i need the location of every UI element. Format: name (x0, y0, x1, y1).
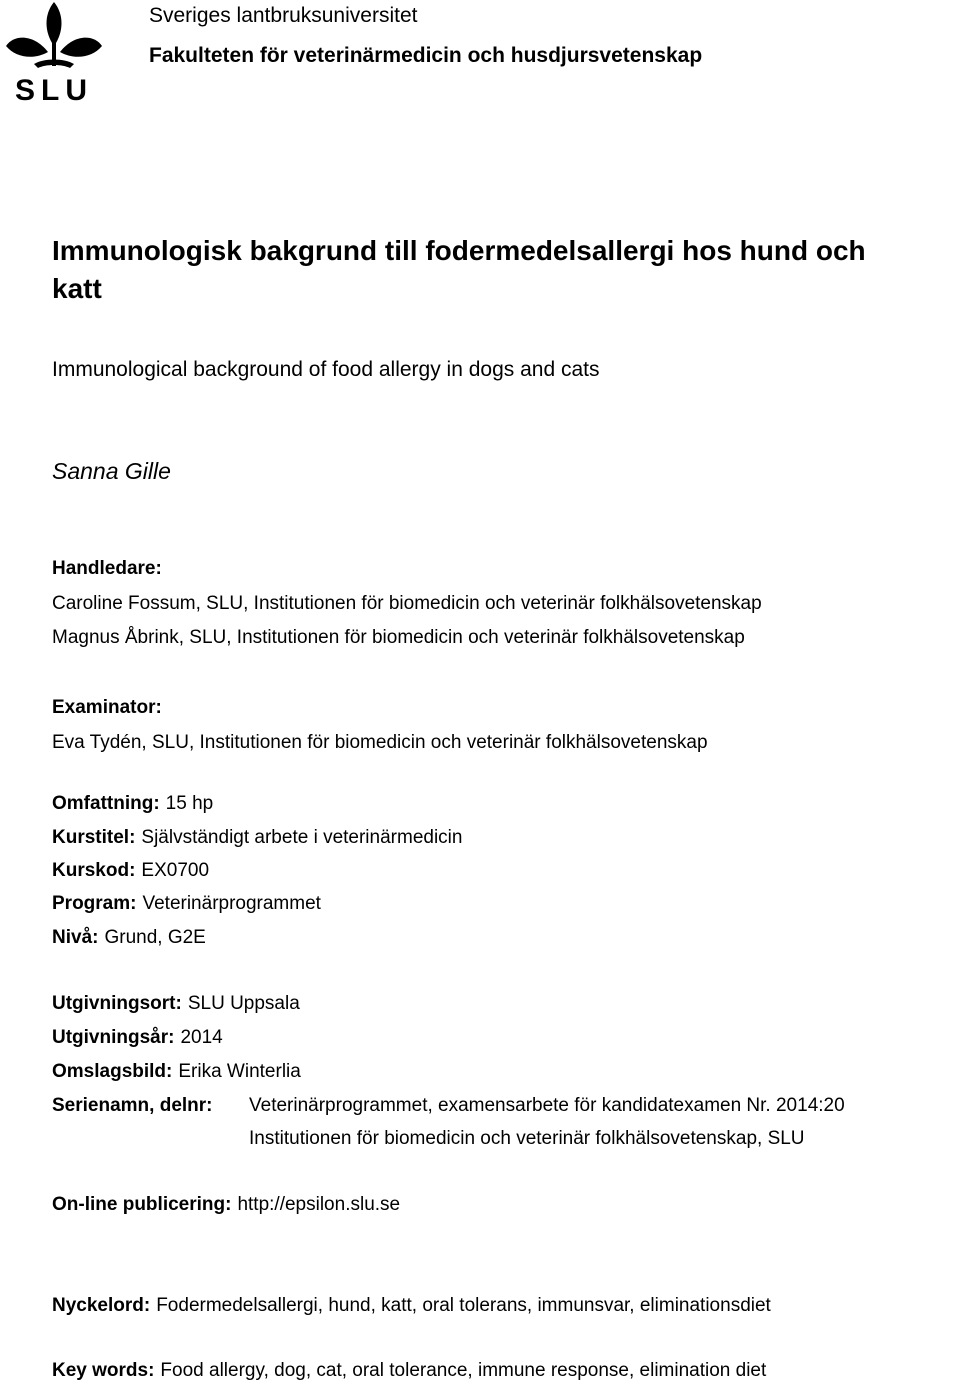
supervisors-label: Handledare: (52, 558, 162, 579)
series-line-1: Veterinärprogrammet, examensarbete för kandidatexamen Nr. 2014:20 (249, 1095, 845, 1116)
course-title-value: Självständigt arbete i veterinärmedicin (141, 827, 463, 848)
series-line-2: Institutionen för biomedicin och veterinär folkhälsovetenskap, SLU (249, 1128, 805, 1149)
faculty-name: Fakulteten för veterinärmedicin och husdjursvetenskap (149, 44, 703, 67)
scope-label: Omfattning: (52, 793, 160, 814)
university-name: Sveriges lantbruksuniversitet (149, 4, 418, 27)
course-title-label: Kurstitel: (52, 827, 136, 848)
slu-logo (4, 0, 104, 104)
thesis-title (52, 232, 958, 308)
scope-value: 15 hp (165, 793, 214, 814)
examiner-name: Eva Tydén, SLU, Institutionen för biomedicin och veterinär folkhälsovetenskap (52, 732, 708, 753)
keywords-sv-row (52, 1294, 771, 1318)
publication-place-value: SLU Uppsala (187, 993, 300, 1014)
series-label: Serienamn, delnr: (52, 1095, 213, 1116)
course-title-row (52, 826, 462, 850)
online-link[interactable]: http://epsilon.slu.se (237, 1194, 401, 1215)
supervisor-1: Caroline Fossum, SLU, Institutionen för biomedicin och veterinär folkhälsovetenskap (52, 593, 762, 614)
author-name: Sanna Gille (52, 458, 171, 484)
program-value: Veterinärprogrammet (142, 893, 321, 914)
cover-image-value: Erika Winterlia (178, 1061, 301, 1082)
svg-text:SLU: SLU (15, 74, 93, 104)
scope-row (52, 792, 213, 816)
publication-year-label: Utgivningsår: (52, 1027, 175, 1048)
supervisor-2: Magnus Åbrink, SLU, Institutionen för biomedicin och veterinär folkhälsovetenskap (52, 627, 745, 648)
course-code-value: EX0700 (141, 860, 210, 881)
keywords-en-value: Food allergy, dog, cat, oral tolerance, immune response, elimination diet (160, 1360, 767, 1381)
level-value: Grund, G2E (104, 927, 206, 948)
thesis-subtitle: Immunological background of food allergy in dogs and cats (52, 358, 600, 381)
keywords-sv-label: Nyckelord: (52, 1295, 151, 1316)
title-line-1: Immunologisk bakgrund till fodermedelsallergi hos hund och (52, 235, 866, 266)
level-label: Nivå: (52, 927, 99, 948)
publication-place-row (52, 992, 300, 1016)
program-row (52, 892, 321, 916)
publication-year-row (52, 1026, 223, 1050)
course-code-label: Kurskod: (52, 860, 136, 881)
keywords-en-row (52, 1359, 766, 1383)
examiner-label: Examinator: (52, 697, 162, 718)
level-row (52, 926, 206, 950)
publication-year-value: 2014 (180, 1027, 223, 1048)
online-row (52, 1193, 400, 1217)
title-line-2: katt (52, 273, 102, 304)
slu-leaf-icon (4, 0, 104, 104)
program-label: Program: (52, 893, 137, 914)
cover-image-label: Omslagsbild: (52, 1061, 173, 1082)
publication-place-label: Utgivningsort: (52, 993, 182, 1014)
course-code-row (52, 859, 209, 883)
keywords-sv-value: Fodermedelsallergi, hund, katt, oral tolerans, immunsvar, eliminationsdiet (156, 1295, 771, 1316)
keywords-en-label: Key words: (52, 1360, 155, 1381)
online-label: On-line publicering: (52, 1194, 232, 1215)
cover-image-row (52, 1060, 301, 1084)
